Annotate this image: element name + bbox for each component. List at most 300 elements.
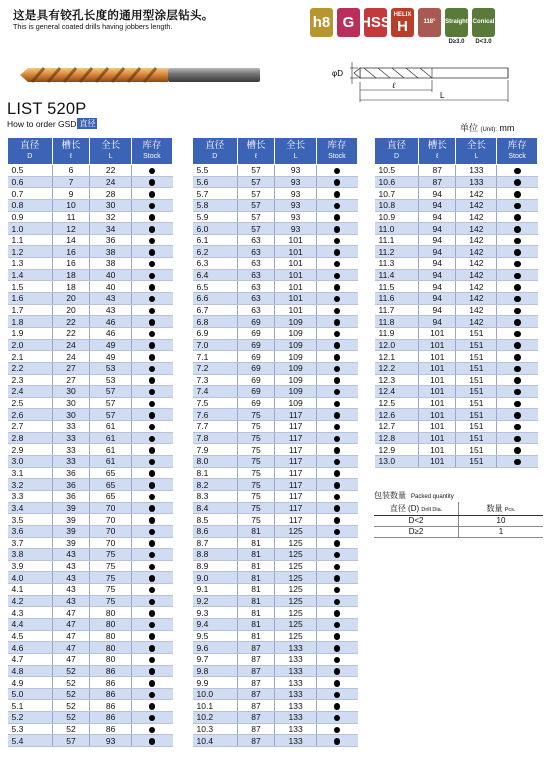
in-stock-dot-icon xyxy=(149,273,156,280)
flute-length-cell: 57 xyxy=(52,735,90,747)
table-row xyxy=(375,409,538,421)
table-row xyxy=(193,316,358,328)
diameter-cell: 10.0 xyxy=(193,688,238,700)
table-row xyxy=(8,537,173,549)
overall-length-cell: 125 xyxy=(275,560,316,572)
in-stock-dot-icon xyxy=(149,226,156,233)
overall-length-cell: 133 xyxy=(275,735,316,747)
stock-cell xyxy=(131,560,172,572)
in-stock-dot-icon xyxy=(334,703,341,710)
flute-length-cell: 39 xyxy=(52,525,90,537)
table-row xyxy=(8,432,173,444)
in-stock-dot-icon xyxy=(514,179,521,186)
table-row xyxy=(375,281,538,293)
stock-cell xyxy=(131,665,172,677)
flute-length-cell: 94 xyxy=(419,188,456,200)
in-stock-dot-icon xyxy=(334,610,341,617)
stock-cell xyxy=(316,653,357,665)
diameter-cell: 5.7 xyxy=(193,188,238,200)
in-stock-dot-icon xyxy=(514,354,521,361)
overall-length-cell: 109 xyxy=(275,351,316,363)
stock-cell xyxy=(131,572,172,584)
table-row xyxy=(8,421,173,433)
diameter-cell: 1.2 xyxy=(8,246,53,258)
flute-length-cell: 94 xyxy=(419,269,456,281)
flute-length-cell: 39 xyxy=(52,537,90,549)
overall-length-cell: 101 xyxy=(275,258,316,270)
in-stock-dot-icon xyxy=(334,517,341,524)
col-stock-sub: Stock xyxy=(143,153,161,160)
overall-length-cell: 142 xyxy=(456,223,497,235)
table-row xyxy=(193,502,358,514)
in-stock-dot-icon xyxy=(149,203,156,210)
stock-cell xyxy=(131,327,172,339)
table-row xyxy=(193,339,358,351)
flute-length-cell: 7 xyxy=(52,176,90,188)
overall-length-cell: 65 xyxy=(90,490,131,502)
overall-length-cell: 93 xyxy=(275,211,316,223)
flute-length-cell: 101 xyxy=(419,421,456,433)
table-row xyxy=(8,665,173,677)
table-row xyxy=(8,723,173,735)
overall-length-cell: 133 xyxy=(456,176,497,188)
table-row xyxy=(8,293,173,305)
flute-length-cell: 87 xyxy=(237,735,275,747)
diameter-cell: 2.5 xyxy=(8,397,53,409)
in-stock-dot-icon xyxy=(149,389,156,396)
diameter-cell: 6.2 xyxy=(193,246,238,258)
flute-length-cell: 75 xyxy=(237,514,275,526)
diameter-cell: 9.0 xyxy=(193,572,238,584)
phi-d-label: φD xyxy=(332,69,343,78)
stock-cell xyxy=(497,374,538,386)
overall-length-cell: 93 xyxy=(275,176,316,188)
flute-length-cell: 57 xyxy=(237,211,275,223)
flute-length-cell: 47 xyxy=(52,618,90,630)
stock-cell xyxy=(131,421,172,433)
diameter-cell: 11.6 xyxy=(375,293,419,305)
flute-length-label: ℓ xyxy=(392,81,396,90)
stock-cell xyxy=(497,362,538,374)
diameter-cell: 10.1 xyxy=(193,700,238,712)
stock-cell xyxy=(316,723,357,735)
flute-length-cell: 69 xyxy=(237,339,275,351)
flute-length-cell: 75 xyxy=(237,490,275,502)
overall-length-cell: 151 xyxy=(456,421,497,433)
in-stock-dot-icon xyxy=(149,552,156,559)
flute-length-cell: 101 xyxy=(419,386,456,398)
diameter-cell: 11.4 xyxy=(375,269,419,281)
flute-length-cell: 52 xyxy=(52,700,90,712)
badge-label: h8 xyxy=(312,14,331,31)
table-row xyxy=(8,688,173,700)
stock-cell xyxy=(131,735,172,747)
stock-cell xyxy=(131,211,172,223)
table-row xyxy=(375,188,538,200)
flute-length-cell: 69 xyxy=(237,386,275,398)
overall-length-cell: 32 xyxy=(90,211,131,223)
flute-length-cell: 57 xyxy=(237,176,275,188)
in-stock-dot-icon xyxy=(514,168,521,175)
flute-length-cell: 87 xyxy=(237,688,275,700)
table-row xyxy=(193,374,358,386)
in-stock-dot-icon xyxy=(149,342,156,349)
flute-length-cell: 94 xyxy=(419,316,456,328)
table-row xyxy=(8,258,173,270)
in-stock-dot-icon xyxy=(514,366,521,373)
table-row xyxy=(193,677,358,689)
flute-length-cell: 75 xyxy=(237,479,275,491)
flute-length-cell: 63 xyxy=(237,293,275,305)
overall-length-cell: 125 xyxy=(275,584,316,596)
overall-length-cell: 142 xyxy=(456,304,497,316)
diameter-cell: 12.4 xyxy=(375,386,419,398)
flute-length-cell: 75 xyxy=(237,467,275,479)
in-stock-dot-icon xyxy=(514,261,521,268)
diameter-cell: 8.5 xyxy=(193,514,238,526)
diameter-cell: 9.8 xyxy=(193,665,238,677)
stock-cell xyxy=(497,234,538,246)
straight-shank-icon xyxy=(445,8,468,45)
spec-table-1 xyxy=(7,137,173,747)
packing-qty: 10 xyxy=(459,516,544,527)
diameter-cell: 7.2 xyxy=(193,362,238,374)
in-stock-dot-icon xyxy=(149,517,156,524)
diameter-cell: 12.6 xyxy=(375,409,419,421)
overall-length-cell: 142 xyxy=(456,258,497,270)
unit-en: (Unit): xyxy=(480,127,497,133)
diameter-cell: 11.8 xyxy=(375,316,419,328)
stock-cell xyxy=(497,304,538,316)
diameter-cell: 5.5 xyxy=(193,165,238,177)
stock-cell xyxy=(316,234,357,246)
stock-cell xyxy=(131,537,172,549)
packing-col-qty xyxy=(459,502,544,516)
stock-cell xyxy=(497,351,538,363)
col-stock-cn: 库存 xyxy=(142,140,162,151)
how-to-order xyxy=(7,118,97,129)
stock-cell xyxy=(316,386,357,398)
flute-length-cell: 75 xyxy=(237,456,275,468)
diameter-cell: 6.0 xyxy=(193,223,238,235)
h8-tolerance-icon xyxy=(310,8,333,37)
stock-cell xyxy=(316,397,357,409)
badge-label: G xyxy=(342,14,355,31)
table-row xyxy=(375,456,538,468)
in-stock-dot-icon xyxy=(149,529,156,536)
flute-length-cell: 22 xyxy=(52,327,90,339)
stock-cell xyxy=(316,188,357,200)
in-stock-dot-icon xyxy=(149,308,156,315)
diameter-cell: 4.9 xyxy=(8,677,53,689)
flute-length-cell: 75 xyxy=(237,502,275,514)
flute-length-cell: 94 xyxy=(419,199,456,211)
diameter-cell: 5.8 xyxy=(193,199,238,211)
in-stock-dot-icon xyxy=(334,505,341,512)
diameter-cell: 0.8 xyxy=(8,199,53,211)
flute-length-cell: 47 xyxy=(52,607,90,619)
table-row xyxy=(193,444,358,456)
flute-length-cell: 63 xyxy=(237,269,275,281)
flute-length-cell: 81 xyxy=(237,549,275,561)
stock-cell xyxy=(131,397,172,409)
overall-length-cell: 38 xyxy=(90,258,131,270)
diameter-cell: 3.3 xyxy=(8,490,53,502)
table-row xyxy=(8,572,173,584)
overall-length-cell: 109 xyxy=(275,374,316,386)
page-title-cn: 这是具有铰孔长度的通用型涂层钻头。 xyxy=(13,10,214,22)
packing-row xyxy=(374,527,543,538)
diameter-cell: 6.9 xyxy=(193,327,238,339)
in-stock-dot-icon xyxy=(334,249,341,256)
overall-length-cell: 30 xyxy=(90,199,131,211)
diameter-cell: 4.7 xyxy=(8,653,53,665)
flute-length-cell: 57 xyxy=(237,165,275,177)
table-row xyxy=(375,397,538,409)
flute-length-cell: 52 xyxy=(52,712,90,724)
stock-cell xyxy=(497,269,538,281)
flute-length-cell: 75 xyxy=(237,421,275,433)
in-stock-dot-icon xyxy=(149,436,156,443)
flute-length-cell: 33 xyxy=(52,456,90,468)
flute-length-cell: 43 xyxy=(52,595,90,607)
flute-length-cell: 69 xyxy=(237,374,275,386)
flute-length-cell: 24 xyxy=(52,351,90,363)
flute-length-cell: 69 xyxy=(237,397,275,409)
diameter-cell: 12.5 xyxy=(375,397,419,409)
helix-icon xyxy=(391,8,414,37)
stock-cell xyxy=(316,316,357,328)
table-row xyxy=(193,537,358,549)
diameter-cell: 6.1 xyxy=(193,234,238,246)
overall-length-cell: 36 xyxy=(90,234,131,246)
stock-cell xyxy=(497,397,538,409)
stock-cell xyxy=(316,199,357,211)
col-flute-length xyxy=(419,138,456,165)
stock-cell xyxy=(316,525,357,537)
table-row xyxy=(8,479,173,491)
diameter-cell: 5.0 xyxy=(8,688,53,700)
flute-length-cell: 101 xyxy=(419,432,456,444)
overall-length-cell: 142 xyxy=(456,234,497,246)
flute-length-cell: 87 xyxy=(237,642,275,654)
diameter-cell: 8.3 xyxy=(193,490,238,502)
in-stock-dot-icon xyxy=(334,226,341,233)
diameter-cell: 7.6 xyxy=(193,409,238,421)
diameter-cell: 4.3 xyxy=(8,607,53,619)
overall-length-cell: 125 xyxy=(275,595,316,607)
diameter-cell: 1.8 xyxy=(8,316,53,328)
badge-sub-label: D≥3.0 xyxy=(448,39,465,45)
table-row xyxy=(375,223,538,235)
table-row xyxy=(8,176,173,188)
table-row xyxy=(375,374,538,386)
feature-badges xyxy=(310,8,495,45)
unit-value: mm xyxy=(499,123,515,133)
overall-length-cell: 70 xyxy=(90,537,131,549)
table-row xyxy=(375,444,538,456)
diameter-cell: 7.7 xyxy=(193,421,238,433)
flute-length-cell: 22 xyxy=(52,316,90,328)
overall-length-cell: 109 xyxy=(275,327,316,339)
table-row xyxy=(193,607,358,619)
in-stock-dot-icon xyxy=(514,377,521,384)
in-stock-dot-icon xyxy=(149,703,156,710)
diameter-cell: 0.6 xyxy=(8,176,53,188)
stock-cell xyxy=(131,409,172,421)
stock-cell xyxy=(131,234,172,246)
diameter-cell: 9.7 xyxy=(193,653,238,665)
col-diameter-cn: 直径 xyxy=(205,140,225,151)
order-tag: 直径 xyxy=(79,119,96,128)
diameter-cell: 0.9 xyxy=(8,211,53,223)
overall-length-cell: 109 xyxy=(275,386,316,398)
flute-length-cell: 63 xyxy=(237,281,275,293)
overall-length-cell: 70 xyxy=(90,525,131,537)
stock-cell xyxy=(497,327,538,339)
stock-cell xyxy=(131,525,172,537)
flute-length-cell: 87 xyxy=(237,677,275,689)
table-row xyxy=(8,677,173,689)
overall-length-cell: 93 xyxy=(275,199,316,211)
stock-cell xyxy=(316,351,357,363)
diameter-cell: 3.2 xyxy=(8,479,53,491)
overall-length-cell: 24 xyxy=(90,176,131,188)
diameter-cell: 8.6 xyxy=(193,525,238,537)
diameter-cell: 10.3 xyxy=(193,723,238,735)
table-row xyxy=(375,211,538,223)
in-stock-dot-icon xyxy=(334,668,341,675)
packing-title xyxy=(374,490,454,501)
overall-length-cell: 117 xyxy=(275,479,316,491)
flute-length-cell: 43 xyxy=(52,572,90,584)
overall-length-cell: 22 xyxy=(90,165,131,177)
diameter-cell: 8.9 xyxy=(193,560,238,572)
diameter-cell: 6.4 xyxy=(193,269,238,281)
in-stock-dot-icon xyxy=(334,482,341,489)
diameter-cell: 2.0 xyxy=(8,339,53,351)
flute-length-cell: 94 xyxy=(419,258,456,270)
in-stock-dot-icon xyxy=(149,633,156,640)
in-stock-dot-icon xyxy=(149,401,156,408)
stock-cell xyxy=(316,258,357,270)
overall-length-cell: 125 xyxy=(275,549,316,561)
stock-cell xyxy=(316,584,357,596)
table-row xyxy=(193,199,358,211)
in-stock-dot-icon xyxy=(334,354,341,361)
flute-length-cell: 12 xyxy=(52,223,90,235)
col-stock xyxy=(131,138,172,165)
table-row xyxy=(8,374,173,386)
flute-length-cell: 81 xyxy=(237,525,275,537)
in-stock-dot-icon xyxy=(149,214,156,221)
table-row xyxy=(193,514,358,526)
flute-length-cell: 63 xyxy=(237,258,275,270)
packing-col-qty-cn: 数量 xyxy=(486,504,503,513)
flute-length-cell: 39 xyxy=(52,514,90,526)
col-overall-length-cn: 全长 xyxy=(286,140,306,151)
col-stock-cn: 库存 xyxy=(327,140,347,151)
diameter-cell: 7.0 xyxy=(193,339,238,351)
stock-cell xyxy=(316,409,357,421)
col-overall-length xyxy=(456,138,497,165)
table-row xyxy=(8,351,173,363)
flute-length-cell: 101 xyxy=(419,327,456,339)
flute-length-cell: 11 xyxy=(52,211,90,223)
in-stock-dot-icon xyxy=(334,319,341,326)
in-stock-dot-icon xyxy=(149,191,156,198)
in-stock-dot-icon xyxy=(149,599,156,606)
stock-cell xyxy=(131,642,172,654)
in-stock-dot-icon xyxy=(514,273,521,280)
in-stock-dot-icon xyxy=(514,447,521,454)
stock-cell xyxy=(131,595,172,607)
overall-length-cell: 151 xyxy=(456,444,497,456)
table-row xyxy=(8,467,173,479)
stock-cell xyxy=(497,165,538,177)
overall-length-cell: 133 xyxy=(275,723,316,735)
conical-point-icon xyxy=(472,8,495,45)
diameter-cell: 5.1 xyxy=(8,700,53,712)
in-stock-dot-icon xyxy=(514,319,521,326)
table-row xyxy=(8,409,173,421)
list-title: LIST 520P xyxy=(7,100,87,118)
table-row xyxy=(375,246,538,258)
stock-cell xyxy=(497,444,538,456)
flute-length-cell: 47 xyxy=(52,653,90,665)
table-row xyxy=(193,479,358,491)
in-stock-dot-icon xyxy=(334,727,341,734)
overall-length-cell: 125 xyxy=(275,537,316,549)
col-diameter-sub: D xyxy=(27,153,33,160)
flute-length-cell: 52 xyxy=(52,688,90,700)
in-stock-dot-icon xyxy=(334,214,341,221)
overall-length-cell: 117 xyxy=(275,444,316,456)
table-row xyxy=(193,549,358,561)
table-row xyxy=(8,199,173,211)
diameter-cell: 4.2 xyxy=(8,595,53,607)
table-row xyxy=(8,281,173,293)
diameter-cell: 8.2 xyxy=(193,479,238,491)
stock-cell xyxy=(131,584,172,596)
table-row xyxy=(8,525,173,537)
diameter-cell: 12.2 xyxy=(375,362,419,374)
stock-cell xyxy=(131,467,172,479)
overall-length-cell: 93 xyxy=(275,165,316,177)
table-row xyxy=(193,735,358,747)
stock-cell xyxy=(131,712,172,724)
diameter-cell: 7.9 xyxy=(193,444,238,456)
table-row xyxy=(193,246,358,258)
overall-length-cell: 101 xyxy=(275,304,316,316)
table-row xyxy=(193,723,358,735)
overall-length-cell: 80 xyxy=(90,630,131,642)
overall-length-cell: 93 xyxy=(90,735,131,747)
in-stock-dot-icon xyxy=(149,622,156,629)
diameter-cell: 5.3 xyxy=(8,723,53,735)
flute-length-cell: 57 xyxy=(237,199,275,211)
overall-length-cell: 80 xyxy=(90,618,131,630)
in-stock-dot-icon xyxy=(334,680,341,687)
flute-length-cell: 101 xyxy=(419,362,456,374)
flute-length-cell: 87 xyxy=(237,653,275,665)
col-flute-length-cn: 槽长 xyxy=(427,140,447,151)
stock-cell xyxy=(497,281,538,293)
overall-length-cell: 117 xyxy=(275,456,316,468)
overall-length-cell: 125 xyxy=(275,630,316,642)
diameter-cell: 12.7 xyxy=(375,421,419,433)
table-row xyxy=(193,409,358,421)
